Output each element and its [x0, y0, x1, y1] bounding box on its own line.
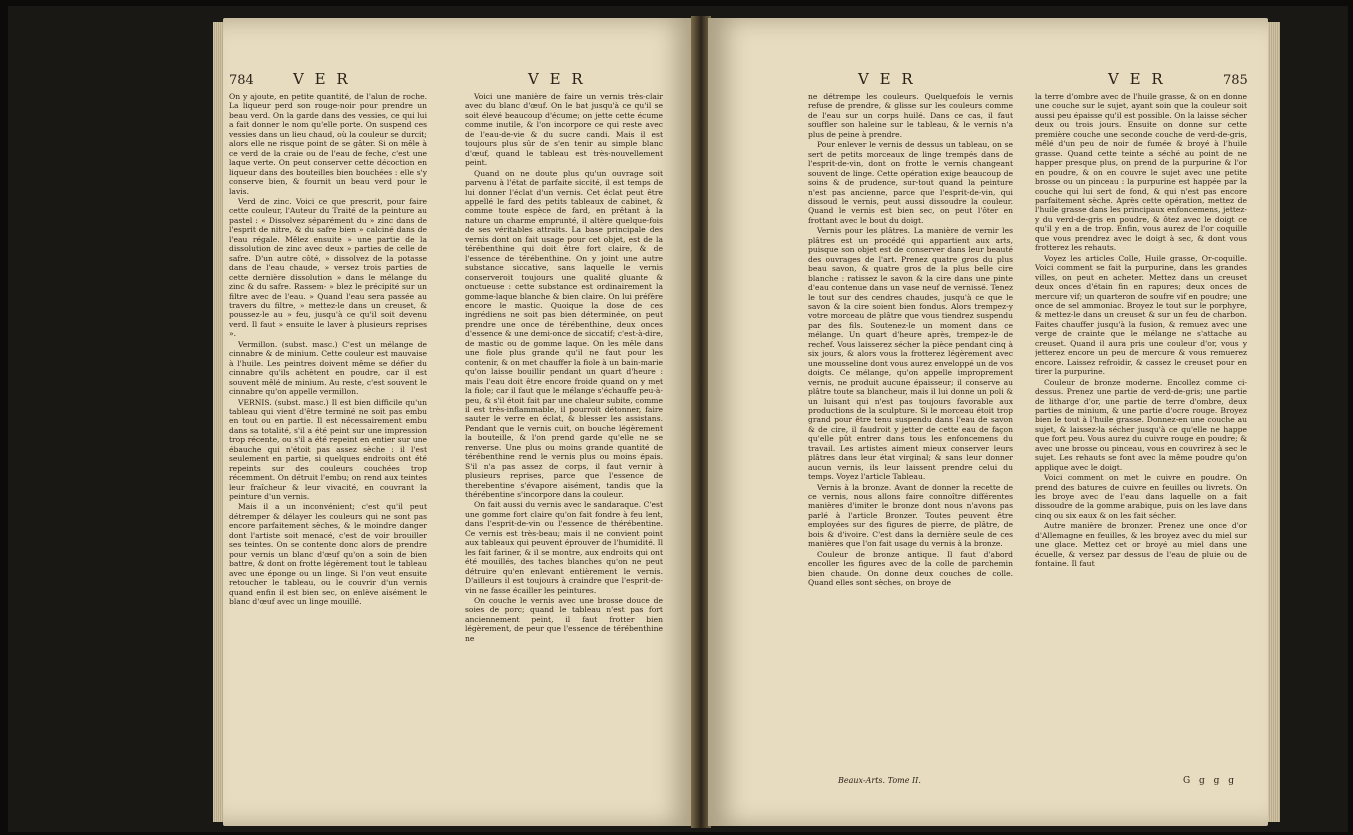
paragraph: On y ajoute, en petite quantité, de l'alun de roche. La liqueur perd son rouge-noir pour prendre un beau verd. On la garde dans des vessies, ce qui lui a fait donner le nom qu'elle porte. On suspend ces vessies dans un lieu chaud, où la couleur se durcit; alors elle ne risque point de se gâter. Si on mêle à ce verd de la craie ou de l'eau de feche, c'est une laque verte. On peut conserver cette décoction en liqueur dans des bouteilles bien bouchées : elle s'y conserve bien, & fournit un beau verd pour le lavis.: [229, 92, 427, 196]
right-running-head: [708, 70, 1268, 94]
paragraph: Mais il a un inconvénient; c'est qu'il peut détremper & délayer les couleurs qui ne sont pas encore parfaitement sèches, & le moindre danger dont l'artiste soit menacé, c'est de voir brouiller ses teintes. On se contente donc alors de prendre pour vernis un blanc d'œuf qu'on a soin de bien battre, & dont on frotte légèrement tout le tableau avec une éponge ou un linge. Si l'on veut ensuite retoucher le tableau, ou le couvrir d'un vernis quand enfin il est bien sec, on enlève aisément le blanc d'œuf avec un linge mouillé.: [229, 502, 427, 607]
right-column-2: [1035, 92, 1247, 792]
paragraph: Couleur de bronze moderne. Encollez comme ci-dessus. Prenez une partie de verd-de-gris; une partie de litharge d'or, une partie de terre d'ombre, deux parties de minium, & une partie d'ocre rouge. Broyez bien le tout à l'huile grasse. Donnez-en une couche au sujet, & laissez-la sécher jusqu'à ce qu'elle ne happe que fort peu. Vous aurez du cuivre rouge en poudre; & avec une brosse ou pinceau, vous en couvrirez à sec le sujet. Les rehauts se font avec la même poudre qu'on applique avec le doigt.: [1035, 377, 1247, 472]
paragraph: Verd de zinc. Voici ce que prescrit, pour faire cette couleur, l'Auteur du Traité de la peinture au pastel : « Dissolvez séparément du » zinc dans de l'esprit de nitre, & du safre bien » calciné dans de l'eau régale. Mêlez ensuite » une partie de la dissolution de zinc avec deux » parties de celle de safre. D'un autre côté, » dissolvez de la potasse dans de l'eau chaude, » versez trois parties de cette dernière dissolution » dans le mélange du zinc & du safre. Rassem- » blez le précipité sur un filtre avec de l'eau. » Quand l'eau sera passée au travers du filtre, » mettez-le dans un creuset, & poussez-le au » feu, jusqu'à ce qu'il soit devenu verd. Il faut » ensuite le laver à plusieurs reprises ».: [229, 196, 427, 339]
signature-mark: G g g g: [1183, 776, 1238, 786]
right-head-word-2: V E R: [1108, 70, 1166, 88]
paragraph: la terre d'ombre avec de l'huile grasse, & on en donne une couche sur le sujet, ayant soin que la couleur soit aussi peu épaisse qu'il est possible. On la laisse sécher deux ou trois jours. Ensuite on donne sur cette première couche une seconde couche de verd-de-gris, mêlé d'un peu de noir de fumée & broyé à l'huile grasse. Quand cette teinte a séché au point de ne happer presque plus, on prend de la purpurine & l'or en poudre, & on en couvre le sujet avec une petite brosse ou un pinceau : la purpurine est happée par la couche qui lui sert de fond, & qui n'est pas encore parfaitement sèche. Après cette opération, mettez de l'huile grasse dans les principaux enfoncemens, jettez-y du verd-de-gris en poudre, & ôtez avec le doigt ce qu'il y en a de trop. Enfin, vous aurez de l'or coquille que vous prendrez avec le doigt à sec, & dont vous frotterez les rehauts.: [1035, 92, 1247, 253]
paragraph: On fait aussi du vernis avec le sandaraque. C'est une gomme fort claire qu'on fait fondre à feu lent, dans l'esprit-de-vin ou l'essence de thérébentine. Ce vernis est très-beau; mais il ne convient point aux tableaux qui peuvent éprouver de l'humidité. Il les fait fariner, & il se montre, aux endroits qui ont été mouillés, des taches blanches qu'on ne peut détruire qu'en enlevant entièrement le vernis. D'ailleurs il est toujours à craindre que l'esprit-de-vin ne fasse écailler les peintures.: [465, 500, 663, 595]
right-head-word-1: V E R: [858, 70, 916, 88]
paragraph: Couleur de bronze antique. Il faut d'abord encoller les figures avec de la colle de parchemin bien chaude. On donne deux couches de colle. Quand elles sont sèches, on broye de: [808, 549, 1013, 588]
left-head-word-2: V E R: [528, 70, 586, 88]
right-column-1: [808, 92, 1013, 770]
left-head-word-1: V E R: [293, 70, 351, 88]
paragraph: Vernis pour les plâtres. La manière de vernir les plâtres est un procédé qui appartient aux arts, puisque son objet est de conserver dans leur beauté des ouvrages de l'art. Prenez quatre gros du plus beau savon, & quatre gros de la plus belle cire blanche : ratissez le savon & la cire dans une pinte d'eau contenue dans un vase neuf de vernissé. Tenez le tout sur des cendres chaudes, jusqu'à ce que le savon & la cire soient bien fondus. Alors trempez-y votre morceau de plâtre que vous tiendrez suspendu par des fils. Soutenez-le un moment dans ce mélange. Un quart d'heure après, trempez-le de rechef. Vous laisserez sécher la pièce pendant cinq à six jours, & alors vous la frotterez légèrement avec une mousseline dont vous aurez enveloppé un de vos doigts. Ce mélange, qu'on appelle improprement vernis, ne produit aucune épaisseur; il conserve au plâtre toute sa blancheur, mais il lui donne un poli & un luisant qui n'est pas toujours favorable aux productions de la sculpture. Si le morceau étoit trop grand pour être tenu suspendu dans l'eau de savon & de cire, il faudroit y jetter de cette eau de façon qu'elle pût entrer dans tous les enfoncemens du travail. Les artistes aiment mieux conserver leurs plâtres dans leur état virginal; & sans leur donner aucun vernis, ils leur laissent prendre celui du temps. Voyez l'article Tableau.: [808, 226, 1013, 482]
left-running-head: [223, 70, 695, 94]
paragraph: Vermillon. (subst. masc.) C'est un mélange de cinnabre & de minium. Cette couleur est mauvaise à l'huile. Les peintres doivent même se défier du cinnabre qu'ils achètent en poudre, car il est souvent mêlé de minium. Au reste, c'est souvent le cinnabre qu'on appelle vermillon.: [229, 339, 427, 397]
book-spread: [8, 6, 1348, 832]
right-page-edge: [1266, 22, 1280, 822]
paragraph: Vernis à la bronze. Avant de donner la recette de ce vernis, nous allons faire connoître différentes manières d'imiter le bronze dont nous n'avons pas parlé à l'article Bronzer. Toutes peuvent être employées sur des figures de pierre, de plâtre, de bois & d'ivoire. C'est dans la dernière seule de ces manières que l'on fait usage du vernis à la bronze.: [808, 482, 1013, 549]
paragraph: ne détrempe les couleurs. Quelquefois le vernis refuse de prendre, & glisse sur les couleurs comme de l'eau sur un corps huilé. Dans ce cas, il faut souffler son haleine sur le tableau, & le vernis n'a plus de peine à prendre.: [808, 92, 1013, 139]
right-page: [708, 18, 1268, 826]
paragraph: Autre manière de bronzer. Prenez une once d'or d'Allemagne en feuilles, & les broyez avec du miel sur une glace. Mettez cet or broyé au miel dans une écuelle, & versez par dessus de l'eau de pluie ou de fontaine. Il faut: [1035, 521, 1247, 569]
volume-footer: Beaux-Arts. Tome II.: [838, 776, 921, 785]
left-page: [223, 18, 695, 826]
paragraph: Voici une manière de faire un vernis très-clair avec du blanc d'œuf. On le bat jusqu'à ce qu'il se soit élevé beaucoup d'écume; on jette cette écume comme inutile, & l'on incorpore ce qui reste avec de l'eau-de-vie & du sucre candi. Mais il est toujours plus sûr de s'en tenir au simple blanc d'œuf, quand le tableau est très-nouvellement peint.: [465, 92, 663, 168]
paragraph: Voyez les articles Colle, Huile grasse, Or-coquille. Voici comment se fait la purpurine, dans les grandes villes, on peut en acheter. Mettez dans un creuset deux onces d'étain fin en rapures; deux onces de mercure vif; un quarteron de soufre vif en poudre; une once de sel ammoniac. Broyez le tout sur le porphyre, & mettez-le dans un creuset & sur un feu de charbon. Faites chauffer jusqu'à la fusion, & remuez avec une verge de crainte que le mélange ne s'attache au creuset. Quand il aura pris une couleur d'or, vous y jetterez encore un peu de mercure & vous remuerez encore. Laissez refroidir, & cassez le creuset pour en tirer la purpurine.: [1035, 253, 1247, 377]
paragraph: Quand on ne doute plus qu'un ouvrage soit parvenu à l'état de parfaite siccité, il est temps de lui donner l'éclat d'un vernis. Cet éclat peut être appellé le fard des petits tableaux de cabinet, & comme toute espèce de fard, en prêtant à la nature un charme emprunté, il altère quelque-fois de ses véritables attraits. La base principale des vernis dont on fait usage pour cet objet, est de la térébenthine qui doit être fort claire, & de l'essence de térébenthine. On y joint une autre substance siccative, sans laquelle le vernis conserveroit toujours une qualité gluante & onctueuse : cette substance est ordinairement la gomme-laque blanche & bien claire. On lui préfère encore le mastic. Quoique la dose de ces ingrédiens ne soit pas bien déterminée, on peut prendre une once de térébenthine, deux onces d'essence & une demi-once de siccatif; c'est-à-dire, de mastic ou de gomme laque. On les mêle dans une fiole plus grande qu'il ne faut pour les contenir, & on met chauffer la fiole à un bain-marie qu'on laisse bouillir pendant un quart d'heure : mais l'eau doit être encore froide quand on y met la fiole; car il faut que le mélange s'échauffe peu-à-peu, & s'il étoit fait par une chaleur subite, comme il est très-inflammable, il pourroit détonner, faire sauter le verre en éclat, & blesser les assistans. Pendant que le vernis cuit, on bouche légèrement la bouteille, & l'on prend garde qu'elle ne se renverse. Une plus ou moins grande quantité de térébenthine rend le vernis plus ou moins épais. S'il n'a pas assez de corps, il faut vernir à plusieurs reprises, parce que l'essence de therebentine s'évapore aisément, tandis que la thérébentine s'incorpore dans la couleur.: [465, 168, 663, 500]
left-column-1: [229, 92, 427, 792]
paragraph: Voici comment on met le cuivre en poudre. On prend des batures de cuivre en feuilles ou livrets. On les broye avec de l'eau dans laquelle on a fait dissoudre de la gomme arabique, puis on les lave dans cinq ou six eaux & on les fait sécher.: [1035, 473, 1247, 520]
right-page-number: 785: [1223, 73, 1248, 88]
paragraph: Pour enlever le vernis de dessus un tableau, on se sert de petits morceaux de linge trempés dans de l'esprit-de-vin, dont on frotte le vernis changeant souvent de linge. Cette opération exige beaucoup de soins & de prudence, sur-tout quand la peinture n'est pas ancienne, parce que l'esprit-de-vin, qui dissoud le vernis, peut aussi dissoudre la couleur. Quand le vernis est bien sec, on peut l'ôter en frottant avec le bout du doigt.: [808, 140, 1013, 225]
left-column-2: [465, 92, 663, 792]
paragraph: On couche le vernis avec une brosse douce de soies de porc; quand le tableau n'est pas fort anciennement peint, il faut frotter bien légèrement, de peur que l'essence de térébenthine ne: [465, 596, 663, 643]
paragraph: VERNIS. (subst. masc.) Il est bien difficile qu'un tableau qui vient d'être terminé ne soit pas embu en tout ou en partie. Il est nécessairement embu dans sa totalité, s'il a été peint sur une impression trop récente, ou s'il a été repeint en entier sur une ébauche qui n'étoit pas assez sèche : il l'est seulement en partie, si quelques endroits ont été repeints sur des couleurs couchées trop récemment. On détruit l'embu; on rend aux teintes leur fraîcheur & leur vivacité, en couvrant la peinture d'un vernis.: [229, 397, 427, 502]
left-page-number: 784: [229, 73, 254, 88]
